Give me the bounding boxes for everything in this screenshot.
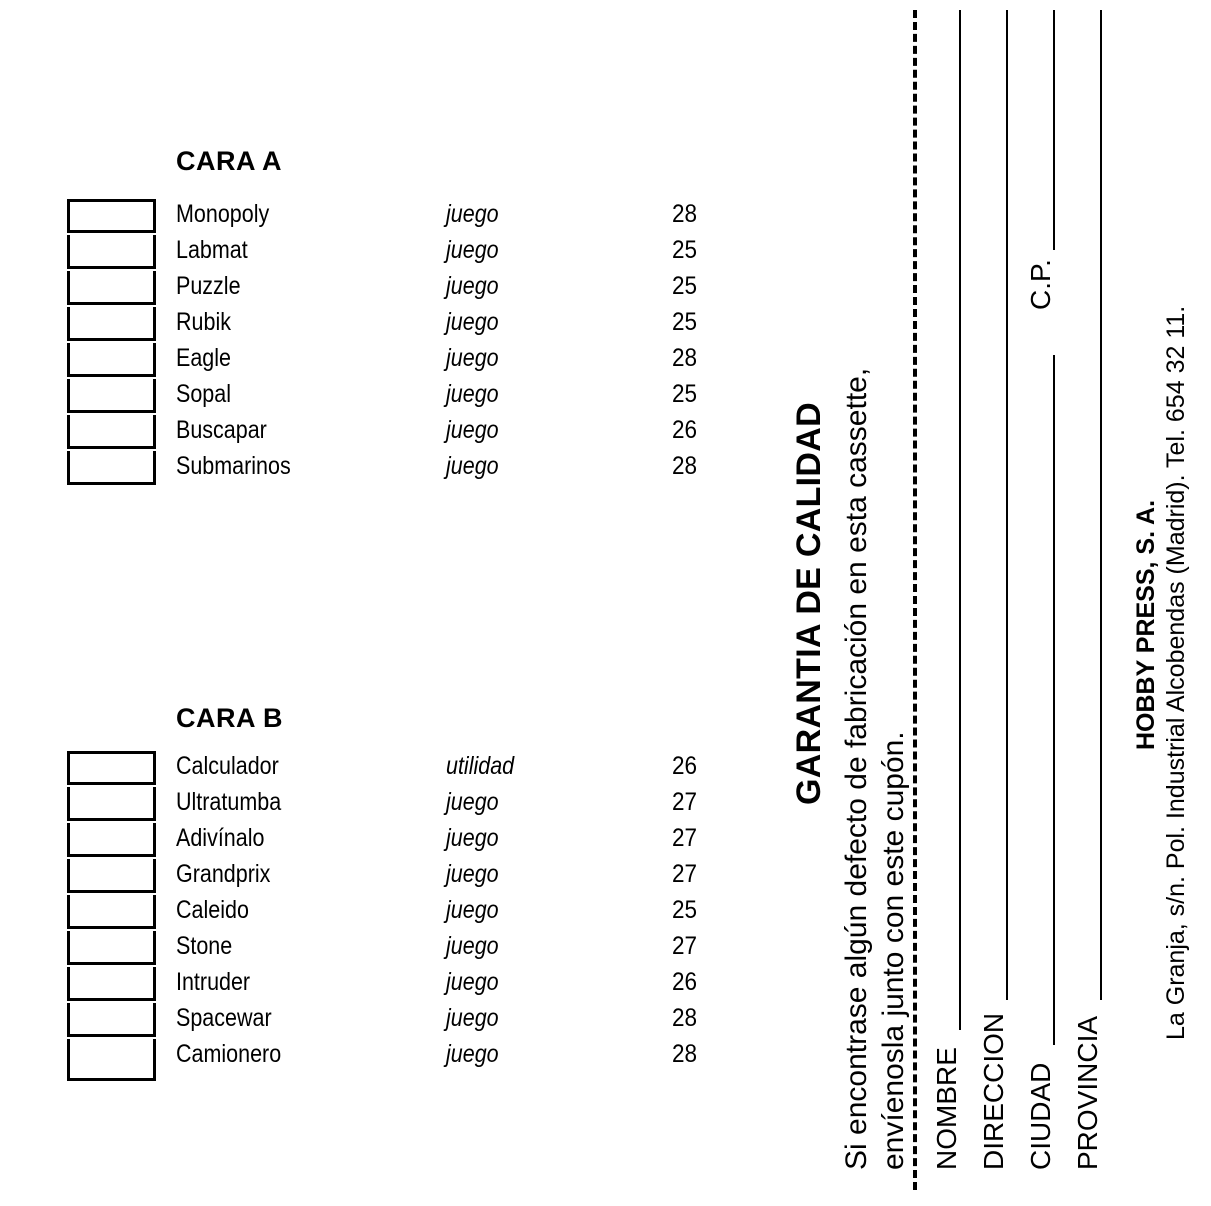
program-name: Eagle bbox=[176, 344, 231, 372]
program-size: 26 bbox=[672, 968, 698, 996]
program-checkbox[interactable] bbox=[67, 343, 156, 377]
program-type: juego bbox=[446, 1004, 499, 1032]
program-checkbox[interactable] bbox=[67, 787, 156, 821]
program-name: Adivínalo bbox=[176, 824, 265, 852]
program-name: Caleido bbox=[176, 896, 249, 924]
program-checkbox[interactable] bbox=[67, 967, 156, 1001]
program-name: Stone bbox=[176, 932, 233, 960]
program-name: Puzzle bbox=[176, 272, 241, 300]
coupon-text-line: envíenosla junto con este cupón. bbox=[877, 731, 910, 1170]
program-size: 28 bbox=[672, 452, 698, 480]
warranty-coupon bbox=[790, 10, 1210, 1190]
program-checkbox[interactable] bbox=[67, 379, 156, 413]
program-size: 28 bbox=[672, 344, 698, 372]
program-type: juego bbox=[446, 932, 499, 960]
program-type: juego bbox=[446, 308, 499, 336]
program-type: juego bbox=[446, 236, 499, 264]
ciudad-label: CIUDAD bbox=[1025, 1062, 1056, 1170]
program-size: 25 bbox=[672, 272, 698, 300]
program-type: juego bbox=[446, 380, 499, 408]
program-name: Rubik bbox=[176, 308, 231, 336]
provincia-field[interactable] bbox=[1074, 10, 1106, 1190]
program-size: 25 bbox=[672, 896, 698, 924]
program-type: juego bbox=[446, 200, 499, 228]
program-size: 25 bbox=[672, 380, 698, 408]
program-checkbox[interactable] bbox=[67, 415, 156, 449]
cara-b-title: CARA B bbox=[176, 703, 283, 733]
program-type: juego bbox=[446, 824, 499, 852]
program-type: juego bbox=[446, 344, 499, 372]
program-type: juego bbox=[446, 452, 499, 480]
direccion-field[interactable] bbox=[980, 10, 1012, 1190]
program-name: Buscapar bbox=[176, 416, 267, 444]
program-checkbox[interactable] bbox=[67, 823, 156, 857]
provincia-label: PROVINCIA bbox=[1072, 1015, 1103, 1170]
program-checkbox[interactable] bbox=[67, 451, 156, 485]
program-type: juego bbox=[446, 272, 499, 300]
nombre-label: NOMBRE bbox=[931, 1047, 962, 1170]
cp-label: C.P. bbox=[1025, 259, 1056, 310]
program-checkbox[interactable] bbox=[67, 235, 156, 269]
ciudad-field[interactable] bbox=[1027, 10, 1059, 1190]
program-size: 28 bbox=[672, 1004, 698, 1032]
program-name: Submarinos bbox=[176, 452, 291, 480]
program-name: Spacewar bbox=[176, 1004, 272, 1032]
program-size: 28 bbox=[672, 1040, 698, 1068]
company-name: HOBBY PRESS, S. A. bbox=[1132, 499, 1160, 750]
program-name: Intruder bbox=[176, 968, 251, 996]
cara-a-title: CARA A bbox=[176, 146, 282, 176]
program-size: 27 bbox=[672, 932, 698, 960]
program-size: 25 bbox=[672, 236, 698, 264]
program-name: Calculador bbox=[176, 752, 279, 780]
program-checkbox[interactable] bbox=[67, 271, 156, 305]
program-name: Ultratumba bbox=[176, 788, 282, 816]
program-name: Grandprix bbox=[176, 860, 271, 888]
program-checkbox[interactable] bbox=[67, 1039, 156, 1081]
program-checkbox[interactable] bbox=[67, 859, 156, 893]
program-checkbox[interactable] bbox=[67, 751, 156, 785]
ciudad-line[interactable] bbox=[1053, 355, 1055, 1045]
program-type: juego bbox=[446, 860, 499, 888]
program-name: Labmat bbox=[176, 236, 248, 264]
program-size: 27 bbox=[672, 860, 698, 888]
program-type: utilidad bbox=[446, 752, 515, 780]
coupon-title: GARANTIA DE CALIDAD bbox=[790, 402, 828, 805]
program-type: juego bbox=[446, 968, 499, 996]
direccion-line[interactable] bbox=[1006, 10, 1008, 1000]
program-checkbox[interactable] bbox=[67, 895, 156, 929]
program-checkbox[interactable] bbox=[67, 307, 156, 341]
provincia-line[interactable] bbox=[1100, 10, 1102, 1000]
cut-line bbox=[913, 10, 917, 1190]
nombre-field[interactable] bbox=[933, 10, 965, 1190]
program-size: 26 bbox=[672, 752, 698, 780]
program-checkbox[interactable] bbox=[67, 199, 156, 233]
program-type: juego bbox=[446, 1040, 499, 1068]
program-type: juego bbox=[446, 416, 499, 444]
program-name: Camionero bbox=[176, 1040, 282, 1068]
program-name: Sopal bbox=[176, 380, 231, 408]
direccion-label: DIRECCION bbox=[978, 1012, 1009, 1170]
program-name: Monopoly bbox=[176, 200, 270, 228]
program-size: 25 bbox=[672, 308, 698, 336]
program-checkbox[interactable] bbox=[67, 1003, 156, 1037]
cp-line[interactable] bbox=[1053, 10, 1055, 250]
coupon-text bbox=[838, 368, 912, 1170]
program-size: 28 bbox=[672, 200, 698, 228]
company-address: La Granja, s/n. Pol. Industrial Alcobendas (Madrid). Tel. 654 32 11. bbox=[1162, 305, 1190, 1040]
program-type: juego bbox=[446, 788, 499, 816]
program-size: 27 bbox=[672, 824, 698, 852]
nombre-line[interactable] bbox=[959, 10, 961, 1030]
program-size: 26 bbox=[672, 416, 698, 444]
coupon-text-line: Si encontrase algún defecto de fabricación en esta cassette, bbox=[840, 367, 873, 1170]
program-checkbox[interactable] bbox=[67, 931, 156, 965]
program-type: juego bbox=[446, 896, 499, 924]
program-size: 27 bbox=[672, 788, 698, 816]
